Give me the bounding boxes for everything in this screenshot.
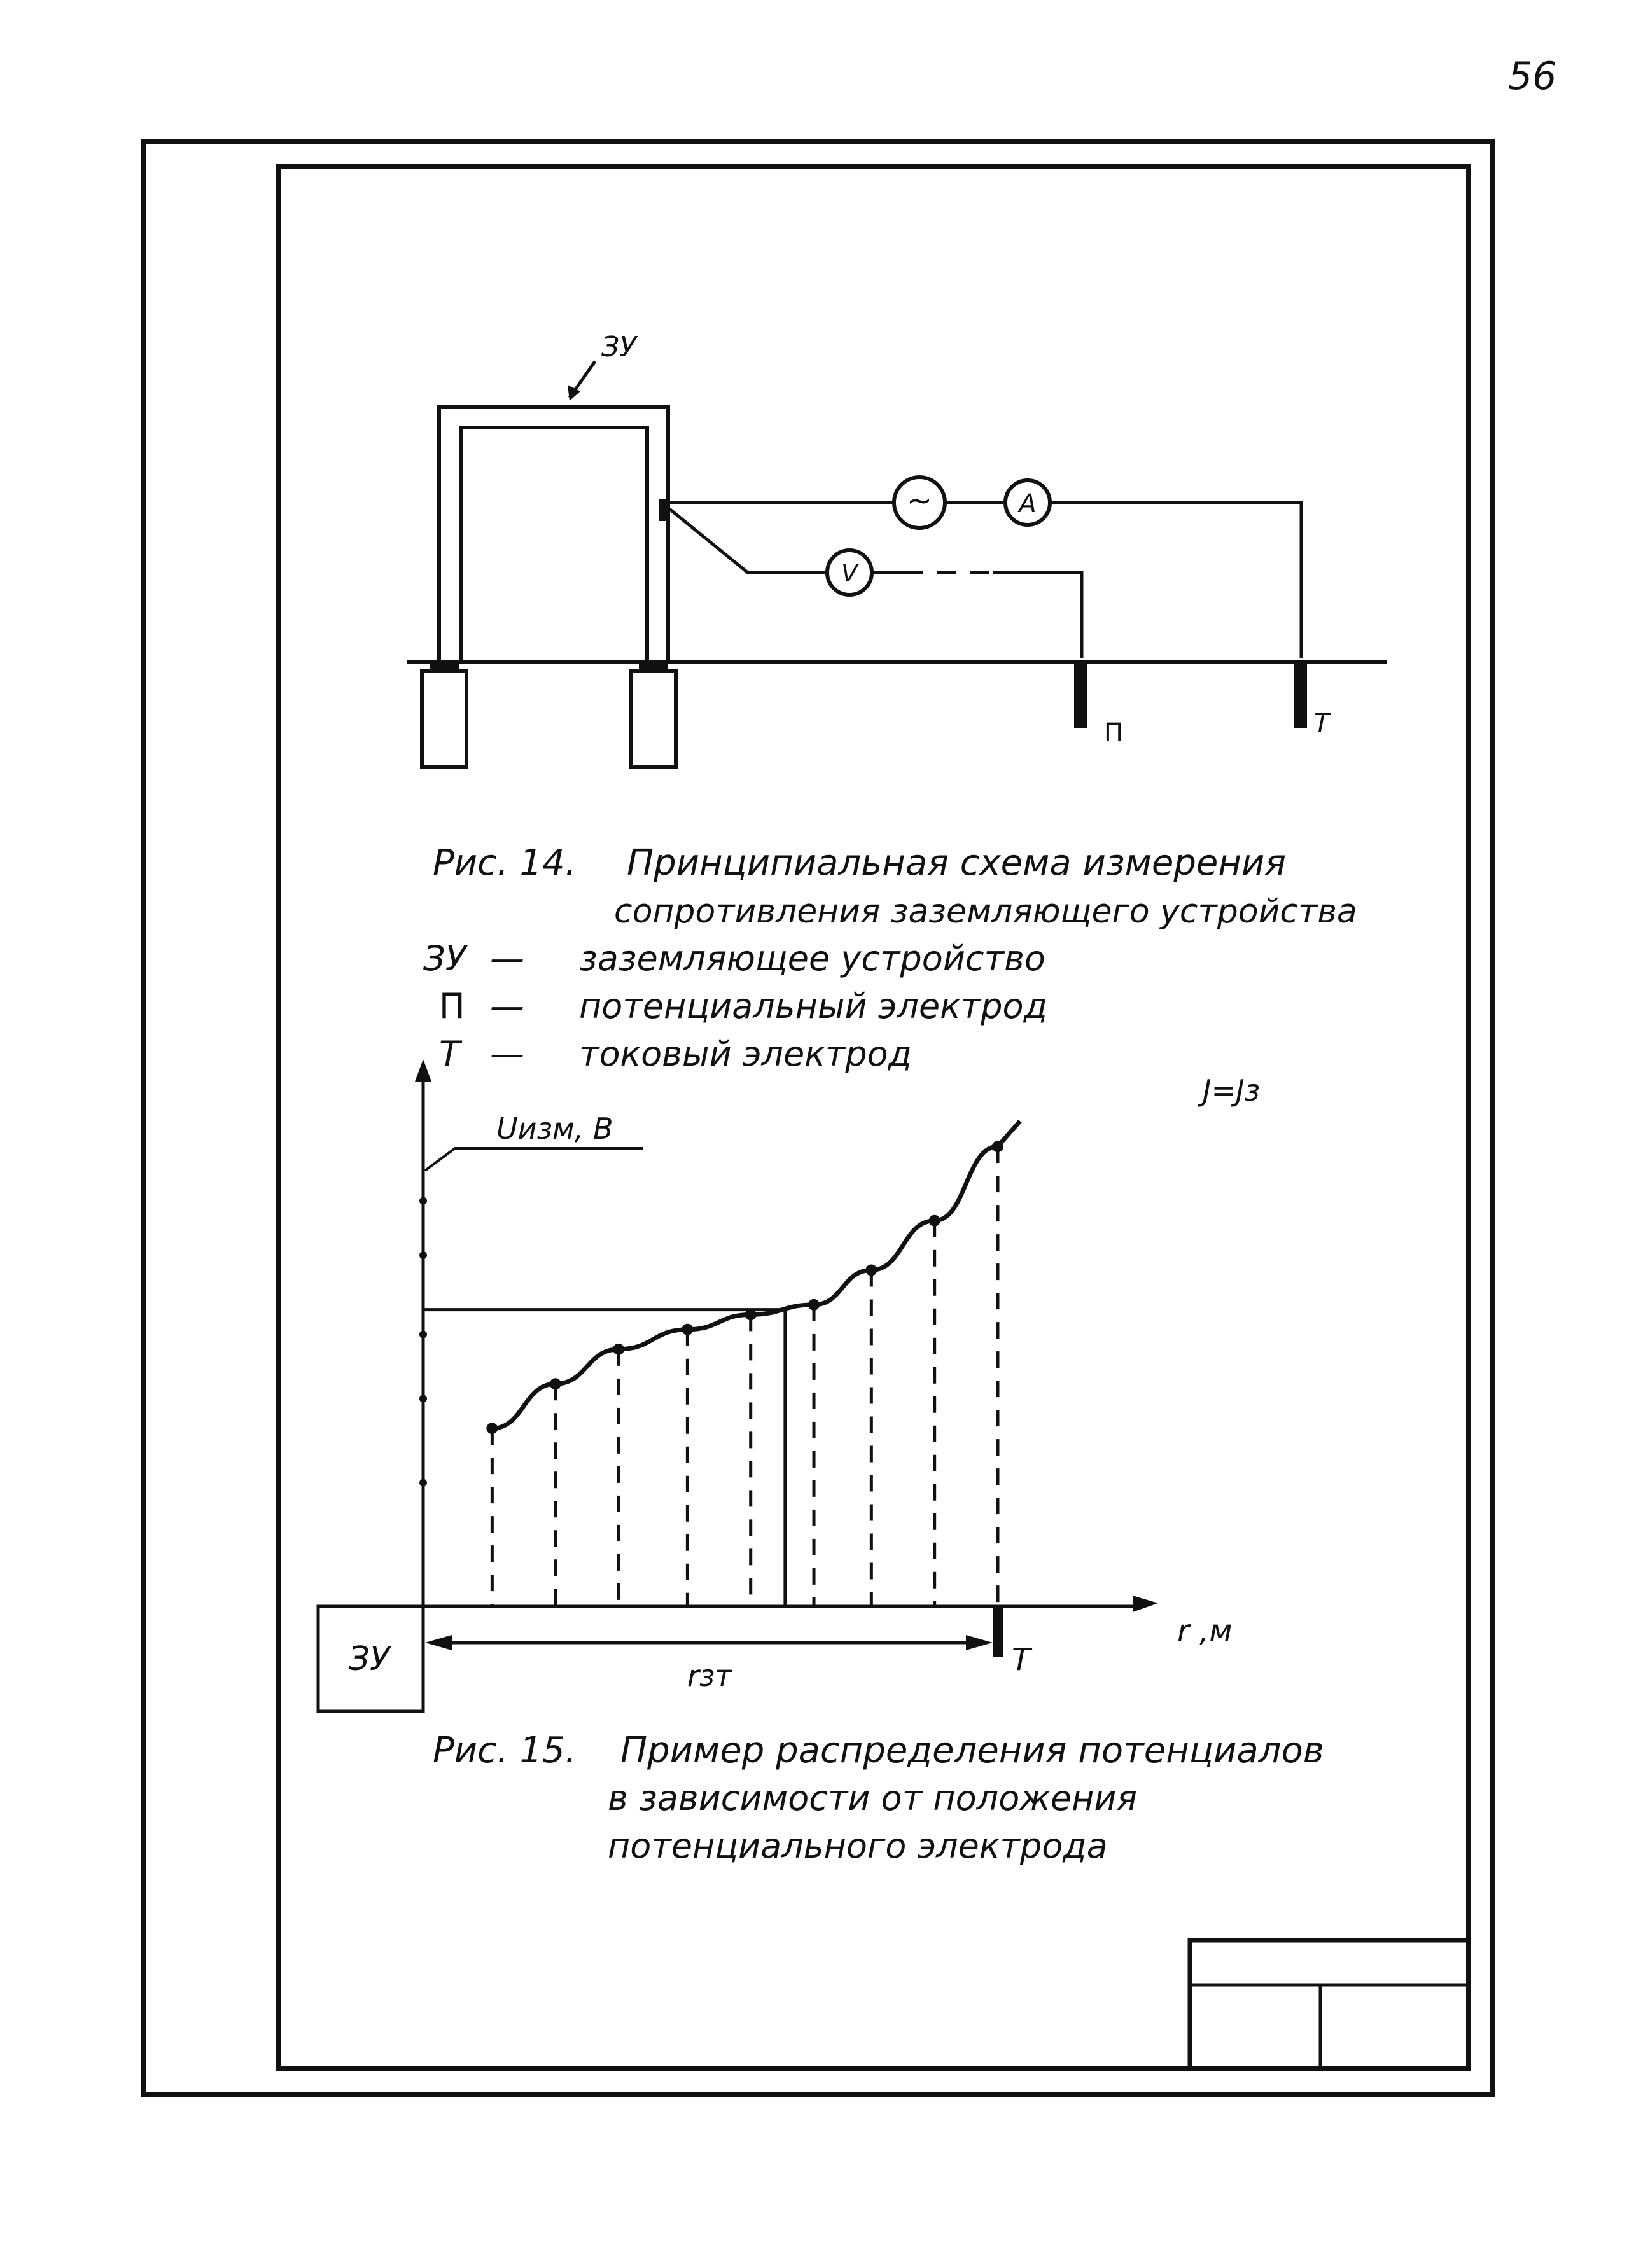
fig15-caption-number: Рис. 15. [433, 1730, 577, 1771]
voltage-wire-1 [669, 509, 827, 573]
data-point-5 [745, 1309, 757, 1320]
chart-current-electrode [993, 1606, 1003, 1657]
legend-dash-t: — [490, 1034, 524, 1074]
figure-14-caption [423, 842, 1357, 1074]
data-point-7 [865, 1264, 877, 1276]
voltage-wire-3 [993, 573, 1082, 658]
legend-text-t: токовый электрод [579, 1034, 912, 1074]
fig14-caption-line2: сопротивления заземляющего устройства [614, 893, 1357, 931]
data-point-8 [929, 1215, 940, 1227]
x-axis-arrowhead [1133, 1596, 1158, 1612]
y-axis-tick-5 [419, 1197, 427, 1205]
data-point-9 [992, 1141, 1003, 1152]
x-axis-label: r ,м [1177, 1613, 1233, 1649]
legend-text-zu: заземляющее устройство [579, 938, 1045, 978]
legend-text-p: потенциальный электрод [579, 986, 1047, 1026]
figure-15-chart [318, 1059, 1260, 1711]
figure-15-caption [433, 1730, 1324, 1866]
legend-symbol-t: Т [439, 1034, 460, 1074]
figure-14-schematic [407, 331, 1387, 767]
zu-label: ЗУ [601, 331, 637, 363]
distance-label: rзт [687, 1659, 732, 1693]
connection-terminal [659, 499, 669, 521]
voltmeter-symbol: V [841, 559, 858, 587]
fig15-caption-line2: в зависимости от положения [608, 1778, 1137, 1818]
foundation-right-cap [639, 663, 668, 673]
fig15-caption-line1: Пример распределения потенциалов [620, 1730, 1324, 1771]
current-electrode-label: Т [1314, 709, 1330, 738]
legend-symbol-zu: ЗУ [423, 938, 466, 978]
data-point-6 [808, 1299, 820, 1311]
potential-curve [492, 1121, 1020, 1428]
data-point-3 [613, 1344, 624, 1355]
current-wire-3 [1050, 503, 1301, 658]
fig14-caption-number: Рис. 14. [433, 842, 577, 884]
current-electrode [1294, 662, 1307, 728]
legend-dash-p: — [490, 986, 524, 1026]
grounding-frame [439, 407, 668, 663]
y-axis-tick-1 [419, 1479, 427, 1487]
data-point-1 [486, 1423, 498, 1434]
y-axis-arrowhead [415, 1059, 431, 1082]
zu-box-label: ЗУ [348, 1640, 390, 1678]
data-point-2 [550, 1378, 561, 1389]
y-axis-label-leader [425, 1148, 643, 1171]
foundation-left-cap [430, 663, 459, 673]
ammeter-symbol: A [1019, 489, 1037, 518]
chart-electrode-label: Т [1012, 1642, 1031, 1678]
distance-arrowhead-right [966, 1635, 993, 1650]
y-axis-label: Uизм, В [496, 1111, 613, 1146]
legend-symbol-p: П [439, 986, 465, 1026]
y-axis-tick-3 [419, 1331, 427, 1339]
title-block [1190, 1940, 1469, 2069]
generator-symbol: ~ [906, 483, 933, 518]
distance-arrowhead-left [425, 1635, 452, 1650]
foundation-right [631, 671, 676, 767]
potential-electrode [1074, 662, 1087, 728]
foundation-left [422, 671, 466, 767]
legend-dash-zu: — [490, 938, 524, 978]
fig15-caption-line3: потенциального электрода [608, 1826, 1108, 1866]
potential-electrode-label: П [1104, 718, 1124, 748]
data-point-4 [682, 1324, 693, 1335]
y-axis-tick-2 [419, 1395, 427, 1403]
current-label: J=Jз [1203, 1073, 1261, 1108]
page-number: 56 [1508, 54, 1557, 99]
fig14-caption-line1: Принципиальная схема измерения [627, 842, 1287, 884]
chart-plot-area [419, 1121, 1020, 1606]
y-axis-tick-4 [419, 1251, 427, 1259]
